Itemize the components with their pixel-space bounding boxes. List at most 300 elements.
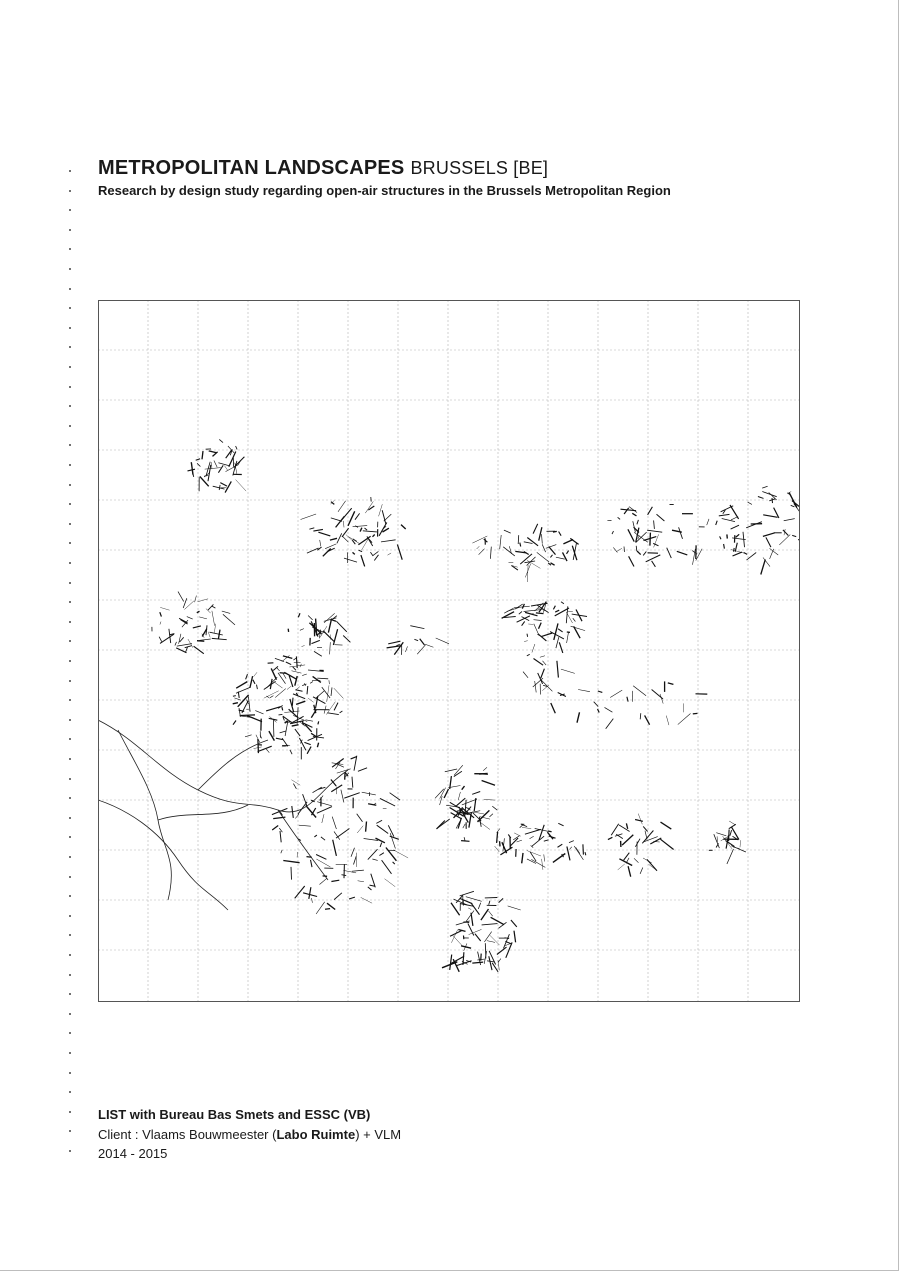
map-stroke bbox=[393, 862, 395, 864]
map-stroke bbox=[707, 519, 709, 525]
map-stroke bbox=[219, 439, 223, 442]
margin-dot bbox=[69, 229, 71, 231]
map-stroke bbox=[357, 826, 363, 833]
map-stroke bbox=[475, 934, 481, 941]
map-stroke bbox=[783, 530, 788, 536]
map-stroke bbox=[666, 716, 669, 726]
map-stroke bbox=[358, 536, 370, 544]
margin-dot bbox=[69, 993, 71, 995]
map-stroke bbox=[343, 537, 349, 543]
map-stroke bbox=[295, 690, 302, 692]
map-stroke bbox=[334, 688, 344, 698]
map-stroke bbox=[628, 866, 631, 877]
map-stroke bbox=[337, 533, 342, 543]
margin-dot bbox=[69, 797, 71, 799]
map-stroke bbox=[550, 555, 552, 558]
map-stroke bbox=[393, 850, 408, 858]
map-stroke bbox=[361, 897, 372, 903]
map-stroke bbox=[542, 859, 543, 870]
map-stroke bbox=[451, 903, 460, 916]
map-stroke bbox=[348, 511, 355, 526]
map-stroke bbox=[643, 552, 646, 556]
map-stroke bbox=[527, 565, 528, 582]
map-stroke bbox=[761, 559, 766, 574]
map-stroke bbox=[218, 463, 229, 466]
map-stroke bbox=[514, 833, 521, 836]
map-stroke bbox=[629, 507, 637, 513]
map-stroke bbox=[312, 898, 313, 903]
map-stroke bbox=[610, 690, 622, 697]
map-stroke bbox=[197, 463, 200, 466]
map-stroke bbox=[275, 689, 286, 698]
map-stroke bbox=[312, 640, 320, 643]
map-stroke bbox=[522, 621, 525, 625]
river-line bbox=[98, 800, 228, 910]
map-stroke bbox=[772, 498, 773, 503]
map-stroke bbox=[370, 552, 373, 556]
map-stroke bbox=[380, 843, 382, 848]
margin-dot bbox=[69, 503, 71, 505]
map-stroke bbox=[626, 823, 627, 828]
map-stroke bbox=[317, 678, 328, 679]
map-stroke bbox=[296, 701, 305, 704]
map-stroke bbox=[531, 859, 545, 867]
map-stroke bbox=[524, 610, 541, 612]
margin-dot bbox=[69, 542, 71, 544]
map-stroke bbox=[461, 946, 471, 948]
map-stroke bbox=[293, 694, 305, 699]
map-stroke bbox=[382, 510, 386, 524]
map-stroke bbox=[176, 648, 186, 653]
map-stroke bbox=[654, 520, 655, 529]
map-stroke bbox=[594, 702, 599, 707]
map-stroke bbox=[293, 667, 296, 671]
map-stroke bbox=[536, 613, 544, 614]
map-stroke bbox=[320, 540, 321, 546]
map-fragments bbox=[98, 439, 800, 972]
map-stroke bbox=[295, 676, 297, 686]
map-stroke bbox=[205, 468, 221, 470]
map-stroke bbox=[336, 829, 349, 839]
margin-dot bbox=[69, 190, 71, 192]
map-stroke bbox=[342, 508, 352, 520]
map-stroke bbox=[344, 558, 357, 562]
map-stroke bbox=[414, 639, 418, 640]
map-stroke bbox=[483, 767, 487, 770]
map-stroke bbox=[534, 659, 544, 666]
map-stroke bbox=[622, 835, 633, 845]
map-stroke bbox=[729, 821, 735, 825]
margin-dot bbox=[69, 405, 71, 407]
map-stroke bbox=[733, 552, 742, 556]
map-stroke bbox=[233, 721, 236, 725]
map-stroke bbox=[343, 636, 350, 643]
map-stroke bbox=[425, 644, 433, 647]
map-stroke bbox=[354, 856, 357, 864]
map-stroke bbox=[306, 806, 316, 818]
map-stroke bbox=[558, 629, 563, 632]
map-stroke bbox=[668, 683, 674, 685]
map-stroke bbox=[361, 555, 365, 566]
map-stroke bbox=[208, 604, 214, 610]
map-stroke bbox=[721, 506, 734, 512]
map-stroke bbox=[283, 861, 299, 863]
map-stroke bbox=[327, 713, 338, 715]
map-stroke bbox=[329, 680, 330, 684]
map-stroke bbox=[359, 550, 363, 552]
map-stroke bbox=[388, 553, 392, 555]
map-stroke bbox=[290, 750, 292, 754]
map-stroke bbox=[246, 674, 248, 679]
map-stroke bbox=[388, 641, 400, 644]
map-stroke bbox=[322, 687, 330, 698]
map-stroke bbox=[280, 731, 286, 733]
map-stroke bbox=[266, 748, 270, 752]
map-stroke bbox=[160, 607, 169, 610]
map-stroke bbox=[779, 535, 790, 545]
map-stroke bbox=[343, 521, 344, 528]
map-stroke bbox=[555, 610, 559, 612]
map-stroke bbox=[548, 831, 552, 832]
map-stroke bbox=[380, 798, 395, 806]
map-stroke bbox=[280, 831, 281, 842]
map-stroke bbox=[233, 696, 236, 697]
map-stroke bbox=[295, 729, 300, 736]
map-stroke bbox=[160, 622, 161, 625]
margin-dot bbox=[69, 876, 71, 878]
map-stroke bbox=[325, 544, 336, 549]
map-stroke bbox=[634, 858, 639, 862]
map-stroke bbox=[740, 840, 741, 847]
map-stroke bbox=[791, 505, 795, 507]
river-line bbox=[158, 805, 248, 820]
map-stroke bbox=[366, 822, 367, 832]
map-stroke bbox=[720, 536, 721, 539]
credits-line-3: 2014 - 2015 bbox=[98, 1146, 168, 1161]
map-stroke bbox=[420, 639, 425, 645]
map-stroke bbox=[316, 855, 326, 860]
map-stroke bbox=[314, 651, 322, 656]
map-stroke bbox=[472, 962, 483, 963]
map-stroke bbox=[287, 686, 291, 690]
map-stroke bbox=[648, 507, 653, 515]
map-stroke bbox=[351, 848, 355, 857]
map-stroke bbox=[313, 529, 323, 531]
map-stroke bbox=[325, 909, 330, 910]
map-stroke bbox=[390, 836, 399, 839]
map-stroke bbox=[543, 661, 547, 665]
map-stroke bbox=[660, 839, 673, 849]
map-stroke bbox=[466, 897, 482, 902]
margin-dot bbox=[69, 1013, 71, 1015]
map-stroke bbox=[368, 506, 374, 510]
map-stroke bbox=[331, 687, 332, 696]
map-stroke bbox=[507, 608, 519, 612]
map-stroke bbox=[376, 820, 382, 823]
map-stroke bbox=[454, 899, 469, 905]
margin-dot bbox=[69, 346, 71, 348]
map-stroke bbox=[258, 746, 272, 751]
map-stroke bbox=[292, 725, 299, 726]
river-line bbox=[278, 810, 328, 880]
map-stroke bbox=[561, 602, 564, 604]
map-stroke bbox=[527, 851, 541, 857]
map-stroke bbox=[633, 686, 646, 696]
map-stroke bbox=[554, 623, 558, 640]
map-stroke bbox=[286, 662, 291, 665]
map-stroke bbox=[497, 947, 507, 954]
map-stroke bbox=[618, 517, 621, 519]
margin-dot bbox=[69, 1032, 71, 1034]
map-stroke bbox=[730, 830, 732, 836]
title-city: BRUSSELS [BE] bbox=[410, 158, 549, 178]
map-stroke bbox=[317, 802, 332, 806]
map-stroke bbox=[330, 642, 331, 654]
margin-dot bbox=[69, 366, 71, 368]
map-stroke bbox=[570, 847, 572, 850]
map-stroke bbox=[440, 796, 443, 805]
map-stroke bbox=[637, 520, 639, 524]
margin-dot bbox=[69, 660, 71, 662]
map-stroke bbox=[322, 814, 324, 823]
map-stroke bbox=[352, 870, 364, 871]
map-stroke bbox=[522, 827, 531, 828]
map-stroke bbox=[661, 822, 672, 829]
map-stroke bbox=[218, 465, 223, 472]
title-main: METROPOLITAN LANDSCAPES bbox=[98, 157, 405, 179]
map-stroke bbox=[293, 784, 296, 789]
map-stroke bbox=[537, 552, 549, 562]
metropolitan-map bbox=[98, 300, 800, 1002]
map-stroke bbox=[344, 793, 359, 798]
map-stroke bbox=[762, 492, 776, 497]
map-stroke bbox=[357, 814, 363, 822]
map-stroke bbox=[368, 849, 378, 859]
map-stroke bbox=[206, 625, 207, 635]
map-stroke bbox=[195, 596, 197, 603]
map-stroke bbox=[275, 683, 283, 689]
map-stroke bbox=[492, 806, 497, 810]
map-stroke bbox=[373, 551, 379, 555]
map-stroke bbox=[576, 847, 580, 853]
margin-dot bbox=[69, 268, 71, 270]
map-stroke bbox=[209, 451, 217, 453]
map-stroke bbox=[410, 626, 424, 629]
margin-dot bbox=[69, 954, 71, 956]
map-stroke bbox=[677, 551, 688, 555]
map-stroke bbox=[311, 860, 313, 867]
map-stroke bbox=[317, 743, 318, 748]
map-stroke bbox=[285, 722, 288, 736]
map-stroke bbox=[401, 525, 406, 529]
map-stroke bbox=[300, 629, 304, 631]
map-stroke bbox=[225, 481, 231, 492]
map-stroke bbox=[390, 793, 401, 800]
map-stroke bbox=[229, 452, 236, 467]
map-stroke bbox=[277, 668, 280, 671]
map-stroke bbox=[266, 707, 280, 711]
page-title bbox=[98, 157, 548, 180]
map-stroke bbox=[643, 826, 647, 831]
map-stroke bbox=[385, 879, 396, 887]
margin-dot bbox=[69, 170, 71, 172]
map-stroke bbox=[160, 634, 174, 643]
map-stroke bbox=[489, 901, 490, 905]
map-stroke bbox=[553, 606, 555, 610]
map-stroke bbox=[647, 530, 662, 532]
map-stroke bbox=[696, 549, 702, 561]
map-stroke bbox=[333, 629, 337, 645]
map-stroke bbox=[517, 840, 522, 842]
map-stroke bbox=[472, 792, 480, 795]
map-stroke bbox=[559, 532, 562, 536]
margin-dot bbox=[69, 288, 71, 290]
map-stroke bbox=[360, 528, 362, 532]
map-stroke bbox=[746, 522, 762, 528]
map-stroke bbox=[196, 459, 200, 461]
margin-dot bbox=[69, 719, 71, 721]
margin-dot bbox=[69, 582, 71, 584]
map-stroke bbox=[247, 716, 262, 722]
map-stroke bbox=[646, 555, 661, 562]
map-stroke bbox=[647, 859, 657, 870]
map-stroke bbox=[301, 514, 317, 520]
map-stroke bbox=[222, 611, 230, 613]
map-stroke bbox=[236, 480, 247, 492]
map-stroke bbox=[160, 612, 162, 616]
map-stroke bbox=[524, 542, 533, 544]
map-stroke bbox=[678, 714, 691, 725]
map-stroke bbox=[502, 842, 507, 853]
map-stroke bbox=[504, 934, 510, 948]
map-stroke bbox=[497, 832, 498, 843]
map-stroke bbox=[557, 661, 559, 678]
map-stroke bbox=[640, 713, 641, 719]
map-stroke bbox=[619, 859, 632, 866]
margin-dot bbox=[69, 1091, 71, 1093]
map-stroke bbox=[302, 646, 305, 647]
map-stroke bbox=[636, 546, 637, 551]
map-stroke bbox=[295, 886, 305, 898]
map-stroke bbox=[311, 710, 316, 718]
map-stroke bbox=[598, 691, 603, 692]
map-stroke bbox=[652, 561, 656, 567]
map-stroke bbox=[363, 531, 377, 532]
map-stroke bbox=[770, 549, 774, 559]
map-stroke bbox=[514, 606, 530, 608]
map-stroke bbox=[318, 532, 330, 536]
map-stroke bbox=[437, 821, 445, 829]
map-stroke bbox=[723, 836, 733, 849]
map-stroke bbox=[487, 941, 495, 943]
map-stroke bbox=[382, 860, 392, 874]
map-stroke bbox=[338, 501, 346, 512]
map-stroke bbox=[212, 611, 215, 626]
map-stroke bbox=[340, 711, 343, 713]
map-stroke bbox=[598, 709, 600, 713]
map-stroke bbox=[763, 533, 775, 537]
map-stroke bbox=[463, 824, 465, 828]
map-stroke bbox=[250, 676, 253, 688]
margin-dot bbox=[69, 640, 71, 642]
map-stroke bbox=[185, 646, 192, 648]
map-stroke bbox=[179, 634, 181, 644]
margin-dot bbox=[69, 1150, 71, 1152]
map-stroke bbox=[635, 820, 643, 822]
map-stroke bbox=[478, 810, 490, 822]
credits-line-2 bbox=[98, 1125, 401, 1145]
map-stroke bbox=[736, 534, 740, 537]
map-stroke bbox=[638, 814, 642, 825]
map-stroke bbox=[585, 852, 586, 855]
map-stroke bbox=[504, 530, 511, 533]
map-stroke bbox=[640, 868, 643, 874]
margin-dot bbox=[69, 386, 71, 388]
map-stroke bbox=[462, 786, 465, 790]
map-stroke bbox=[546, 545, 557, 549]
map-stroke bbox=[283, 673, 286, 678]
map-stroke bbox=[321, 837, 325, 840]
map-stroke bbox=[534, 620, 542, 621]
map-stroke bbox=[520, 543, 521, 547]
map-stroke bbox=[200, 639, 211, 640]
map-stroke bbox=[499, 898, 504, 902]
map-stroke bbox=[374, 555, 378, 561]
map-stroke bbox=[547, 832, 553, 839]
map-stroke bbox=[627, 697, 628, 702]
map-stroke bbox=[522, 853, 523, 863]
map-stroke bbox=[221, 487, 226, 488]
map-stroke bbox=[302, 674, 307, 676]
map-stroke bbox=[307, 548, 319, 553]
map-stroke bbox=[558, 823, 563, 826]
map-stroke bbox=[679, 527, 683, 539]
map-stroke bbox=[535, 681, 537, 692]
map-stroke bbox=[532, 836, 544, 846]
map-stroke bbox=[539, 623, 542, 629]
map-stroke bbox=[386, 848, 397, 861]
map-stroke bbox=[309, 528, 314, 529]
map-stroke bbox=[762, 486, 767, 488]
map-stroke bbox=[608, 837, 613, 839]
map-stroke bbox=[618, 864, 625, 870]
map-stroke bbox=[187, 617, 193, 620]
map-stroke bbox=[352, 777, 353, 788]
map-stroke bbox=[485, 943, 486, 958]
map-stroke bbox=[291, 867, 292, 880]
map-stroke bbox=[484, 932, 491, 942]
map-stroke bbox=[362, 792, 376, 795]
map-stroke bbox=[556, 557, 565, 559]
map-stroke bbox=[559, 642, 563, 653]
map-stroke bbox=[316, 691, 325, 698]
map-stroke bbox=[495, 846, 500, 852]
map-stroke bbox=[653, 543, 658, 545]
map-stroke bbox=[527, 538, 538, 546]
margin-dot bbox=[69, 778, 71, 780]
map-stroke bbox=[355, 513, 360, 519]
margin-dot bbox=[69, 209, 71, 211]
map-stroke bbox=[792, 535, 796, 536]
map-stroke bbox=[477, 959, 484, 960]
map-stroke bbox=[544, 854, 545, 861]
map-stroke bbox=[628, 529, 634, 541]
map-stroke bbox=[657, 514, 665, 521]
map-stroke bbox=[306, 720, 313, 721]
map-stroke bbox=[482, 924, 498, 925]
map-stroke bbox=[365, 528, 368, 530]
map-stroke bbox=[525, 829, 541, 834]
